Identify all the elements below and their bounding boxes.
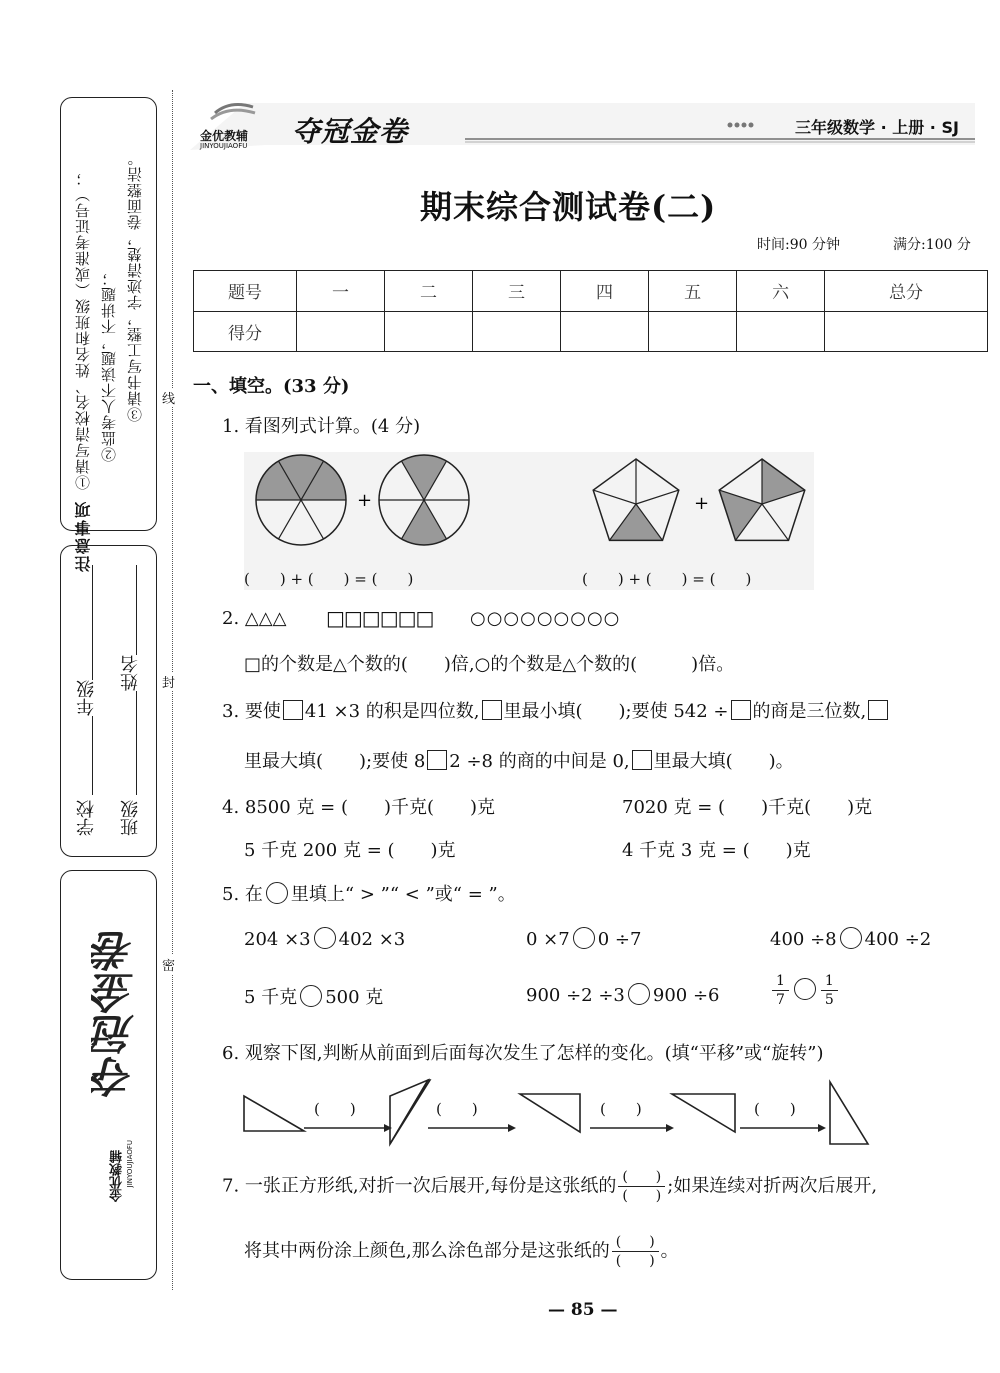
q3-line-2: [244, 747, 794, 773]
page-title: 期末综合测试卷(二): [420, 188, 717, 226]
cut-secret-label: 密: [162, 955, 175, 974]
q3-box-5[interactable]: [427, 750, 447, 770]
q5-left: 400 ÷8: [770, 929, 837, 950]
score-header: 二: [385, 271, 473, 312]
q3-part-1: 3. 要使: [222, 701, 281, 722]
cut-line-label: 线: [162, 388, 175, 407]
score-row-label: 得分: [194, 311, 297, 352]
q5-compare-circle[interactable]: [314, 927, 336, 949]
sidebar-logo-sub: 金优教辅: [110, 1150, 125, 1202]
cut-seal-label: 封: [162, 672, 175, 691]
q2-triangles: 2. △△△: [222, 608, 287, 629]
q5-left: 0 ×7: [526, 929, 570, 950]
q1-plus-2: +: [694, 493, 710, 514]
q5-left: 204 ×3: [244, 929, 311, 950]
notice-line-2: ②监考人不读题，不讲题；: [100, 270, 118, 462]
q5-item-2: [526, 927, 641, 950]
score-header: 题号: [194, 271, 297, 312]
q5-item-4: [244, 983, 383, 1009]
q2-question[interactable]: □的个数是△个数的( )倍,○的个数是△个数的( )倍。: [244, 654, 735, 675]
q5-right: 0 ÷7: [597, 929, 642, 950]
score-cell[interactable]: [385, 311, 473, 352]
score-cell[interactable]: [737, 311, 825, 352]
q3-part-5[interactable]: 里最大填( );要使 8: [244, 751, 426, 772]
q2-squares: □□□□□□: [326, 606, 434, 630]
q3-part-6: 2 ÷8 的商的中间是 0,: [449, 751, 630, 772]
q6-blank-1[interactable]: ( ): [314, 1100, 356, 1118]
notice-line-3: ③请书写工整，字迹清楚，卷面整洁。: [126, 150, 144, 422]
q3-part-7[interactable]: 里最大填( )。: [653, 751, 794, 772]
frac-denominator: 5: [824, 992, 834, 1008]
triangle-5: [830, 1082, 868, 1144]
q3-box-2[interactable]: [482, 700, 502, 720]
score-header: 一: [297, 271, 385, 312]
q1-answer-pentagons[interactable]: ( ) + ( ) = ( ): [582, 570, 752, 588]
q1-text: 1. 看图列式计算。(4 分): [222, 416, 421, 437]
score-table: [193, 270, 988, 352]
q5-left: 5 千克: [244, 987, 298, 1008]
q5-compare-circle[interactable]: [794, 978, 816, 1000]
q4-b[interactable]: 7020 克 = ( )千克( )克: [622, 797, 873, 818]
q7-part-1: 7. 一张正方形纸,对折一次后展开,每份是这张纸的: [222, 1175, 617, 1197]
name-label: 姓名: [118, 655, 144, 691]
score-header: 三: [473, 271, 561, 312]
q5-prefix: 5. 在: [222, 884, 263, 905]
q1-figures: [244, 452, 814, 562]
header-subject: 三年级数学 · 上册 · SJ: [795, 118, 959, 137]
q3-line-1: [222, 697, 890, 723]
q7-line-1: [222, 1168, 877, 1205]
score-cell[interactable]: [561, 311, 649, 352]
q5-right: 400 ÷2: [864, 929, 932, 950]
sidebar-logo-pinyin: JINYOUJIAOFU: [126, 1140, 134, 1188]
q3-box-6[interactable]: [632, 750, 652, 770]
q3-box-4[interactable]: [868, 700, 888, 720]
grade-label: 年级: [74, 680, 100, 716]
score-cell[interactable]: [649, 311, 737, 352]
score-header: 四: [561, 271, 649, 312]
q5-item-1: [244, 927, 405, 950]
frac-denominator[interactable]: ( ): [622, 1188, 662, 1204]
q5-frac-left: [772, 972, 789, 1009]
page-number: — 85 —: [548, 1300, 618, 1320]
frac-numerator: 1: [772, 972, 789, 991]
q5-compare-circle[interactable]: [840, 927, 862, 949]
q3-part-4: 的商是三位数,: [752, 701, 867, 722]
q3-part-3[interactable]: 里最小填( );要使 542 ÷: [503, 701, 729, 722]
score-cell[interactable]: [473, 311, 561, 352]
score-header: 六: [737, 271, 825, 312]
triangle-2b: [390, 1080, 428, 1144]
exam-time: 时间:90 分钟: [757, 237, 840, 253]
school-label: 学校: [76, 800, 97, 836]
q5-item-6: [770, 972, 840, 1009]
q5-left: 900 ÷2 ÷3: [526, 985, 625, 1006]
section-heading: 一、填空。(33 分): [193, 376, 350, 397]
q2-circles: ○○○○○○○○○: [470, 608, 621, 629]
q6-blank-2[interactable]: ( ): [436, 1100, 478, 1118]
sidebar-brand: 夺冠金卷: [91, 930, 140, 1098]
pentagon-fraction-2: [719, 459, 805, 540]
frac-numerator: 1: [821, 972, 838, 991]
notice-line-1: ①请写清校名、姓名和班级（或准考证号）；: [74, 170, 92, 490]
q5-frac-right: [821, 972, 838, 1009]
q4-d[interactable]: 4 千克 3 克 = ( )克: [622, 840, 811, 861]
q5-item-3: [770, 927, 931, 950]
frac-denominator: 7: [776, 992, 785, 1008]
frac-numerator[interactable]: ( ): [612, 1233, 659, 1252]
q7-line-2: [244, 1233, 679, 1270]
q4-a[interactable]: 4. 8500 克 = ( )千克( )克: [222, 797, 496, 818]
q5-item-5: [526, 983, 720, 1006]
q5-suffix: 里填上“ > ”“ < ”或“ = ”。: [290, 884, 516, 905]
score-cell[interactable]: [825, 311, 988, 352]
triangle-1: [244, 1096, 304, 1131]
q5-circle-example: [266, 882, 288, 904]
header-brand: 夺冠金卷: [292, 115, 409, 148]
q1-plus-1: +: [357, 490, 373, 511]
q6-blank-4[interactable]: ( ): [754, 1100, 796, 1118]
q7-part-2: ;如果连续对折两次后展开,: [667, 1175, 878, 1197]
q1-answer-circles[interactable]: ( ) + ( ) = ( ): [244, 570, 414, 588]
header-logo-text: 金优教辅: [200, 129, 249, 143]
q5-text: [222, 880, 516, 906]
frac-denominator[interactable]: ( ): [615, 1253, 655, 1269]
score-header: 五: [649, 271, 737, 312]
q5-right: 402 ×3: [338, 929, 406, 950]
q6-blank-3[interactable]: ( ): [600, 1100, 642, 1118]
q7-part-3: 将其中两份涂上颜色,那么涂色部分是这张纸的: [244, 1240, 610, 1262]
triangle-3: [520, 1094, 580, 1132]
q4-c[interactable]: 5 千克 200 克 = ( )克: [244, 840, 456, 861]
q3-part-2: 41 ×3 的积是四位数,: [304, 701, 480, 722]
q5-compare-circle[interactable]: [628, 983, 650, 1005]
q5-compare-circle[interactable]: [300, 985, 322, 1007]
q7-frac-1[interactable]: [618, 1168, 665, 1205]
q5-right: 900 ÷6: [652, 985, 720, 1006]
circle-fraction-2: [379, 455, 469, 545]
score-header: 总分: [825, 271, 988, 312]
score-cell[interactable]: [297, 311, 385, 352]
pentagon-fraction-1: [593, 459, 679, 540]
q3-box-1[interactable]: [283, 700, 303, 720]
exam-full-score: 满分:100 分: [893, 237, 971, 253]
header-logo-pinyin: JINYOUJIAOFU: [200, 142, 248, 150]
class-label: 班级: [120, 800, 141, 836]
triangle-4: [672, 1094, 735, 1132]
q7-frac-2[interactable]: [612, 1233, 659, 1270]
q5-compare-circle[interactable]: [573, 927, 595, 949]
frac-numerator[interactable]: ( ): [618, 1168, 665, 1187]
q7-part-4: 。: [660, 1240, 679, 1262]
circle-fraction-1: [256, 455, 346, 545]
q5-right: 500 克: [325, 987, 384, 1008]
q3-box-3[interactable]: [731, 700, 751, 720]
q6-text: 6. 观察下图,判断从前面到后面每次发生了怎样的变化。(填“平移”或“旋转”): [222, 1043, 824, 1064]
notice-title: 注意事项: [74, 500, 93, 572]
